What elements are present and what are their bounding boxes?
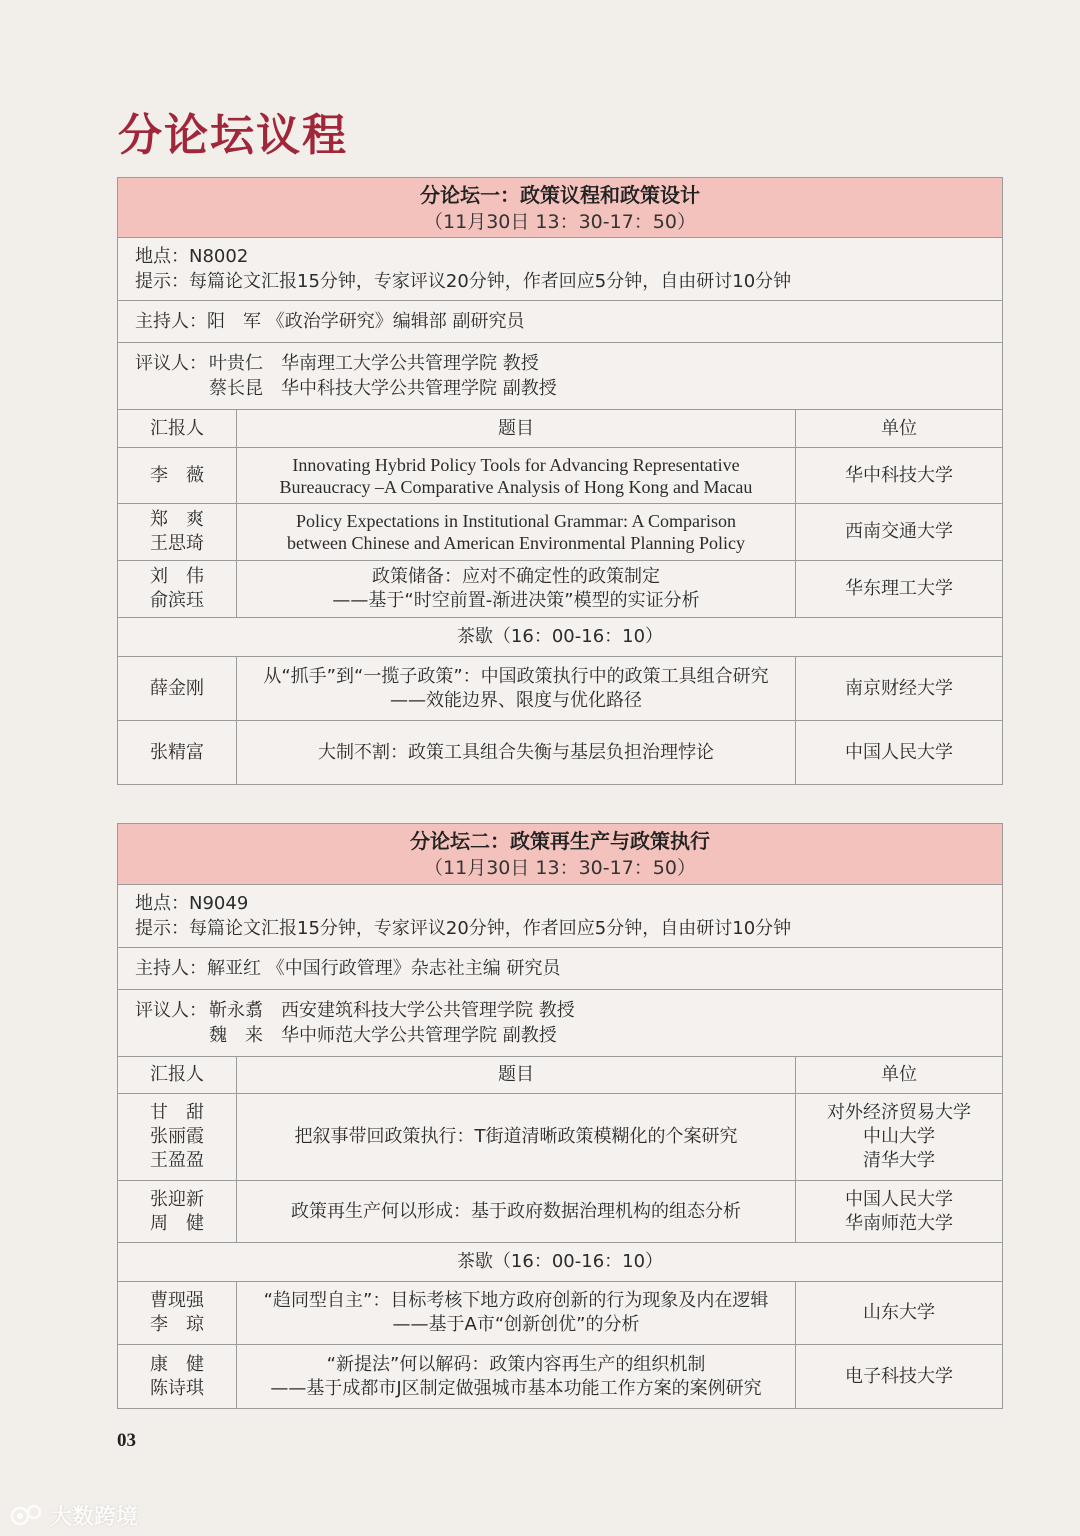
paper-title-line: 政策储备：应对不确定性的政策制定 [372, 566, 660, 587]
table-row [118, 1345, 1002, 1408]
presenter-name: 薛金刚 [150, 677, 204, 699]
unit-name: 山东大学 [863, 1302, 935, 1323]
presenter-cell [118, 504, 237, 560]
paper-title-line: 大制不割：政策工具组合失衡与基层负担治理悖论 [318, 741, 714, 763]
commentator-line [135, 376, 1002, 401]
paper-title-cell [237, 657, 796, 720]
unit-name: 中国人民大学 [845, 1188, 953, 1210]
host-text: 主持人：阳 军 《政治学研究》编辑部 副研究员 [135, 311, 525, 332]
presenter-name: 李 薇 [150, 464, 204, 486]
commentator-text: 魏 来 华中师范大学公共管理学院 副教授 [209, 1025, 557, 1046]
presenter-cell [118, 1181, 237, 1242]
forum-title: 分论坛一：政策议程和政策设计 [420, 182, 700, 207]
forum-header [118, 178, 1002, 238]
unit-name: 对外经济贸易大学 [827, 1102, 971, 1123]
forum-time: （11月30日 13：30-17：50） [424, 210, 696, 233]
commentator-label: 评议人： [135, 1000, 207, 1021]
commentator-line [135, 998, 1002, 1023]
column-header [796, 410, 1002, 447]
paper-title-line: ——基于成都市J区制定做强城市基本功能工作方案的案例研究 [270, 1377, 762, 1399]
table-row [118, 1094, 1002, 1181]
tip-text: 提示：每篇论文汇报15分钟，专家评议20分钟，作者回应5分钟，自由研讨10分钟 [135, 271, 792, 292]
unit-cell [796, 1282, 1002, 1344]
presenter-name: 俞滨珏 [150, 590, 204, 611]
paper-title-cell [237, 1181, 796, 1242]
column-header [796, 1057, 1002, 1093]
location-text: 地点：N9049 [135, 893, 249, 914]
tea-break-text: 茶歇（16：00-16：10） [456, 626, 664, 647]
table-row [118, 504, 1002, 561]
paper-title-line: 把叙事带回政策执行：T街道清晰政策模糊化的个案研究 [294, 1126, 738, 1147]
column-header [118, 410, 237, 447]
presenter-cell [118, 561, 237, 617]
unit-name: 南京财经大学 [845, 677, 953, 699]
presenter-name: 张丽霞 [150, 1126, 204, 1147]
commentator-row [118, 990, 1002, 1057]
paper-title-line: “新提法”何以解码：政策内容再生产的组织机制 [326, 1353, 706, 1375]
table-row [118, 448, 1002, 504]
presenter-name: 周 健 [150, 1212, 204, 1234]
presenter-cell [118, 1094, 237, 1180]
paper-title-cell [237, 1282, 796, 1344]
paper-title-cell [237, 448, 796, 503]
paper-title-cell [237, 1345, 796, 1408]
presenter-name: 曹现强 [150, 1290, 204, 1311]
unit-name: 清华大学 [863, 1150, 935, 1171]
unit-cell [796, 721, 1002, 784]
location-tip-row [118, 238, 1002, 301]
tea-break-row [118, 618, 1002, 657]
commentator-text: 叶贵仁 华南理工大学公共管理学院 教授 [209, 353, 539, 374]
table-row [118, 1181, 1002, 1243]
unit-name: 中山大学 [863, 1126, 935, 1147]
paper-title-line: 从“抓手”到“一揽子政策”：中国政策执行中的政策工具组合研究 [263, 665, 769, 687]
table-row [118, 657, 1002, 721]
paper-title-cell [237, 561, 796, 617]
commentator-text: 蔡长昆 华中科技大学公共管理学院 副教授 [209, 378, 557, 399]
presenter-name: 康 健 [150, 1353, 204, 1375]
unit-name: 华中科技大学 [845, 464, 953, 486]
tip-text: 提示：每篇论文汇报15分钟，专家评议20分钟，作者回应5分钟，自由研讨10分钟 [135, 918, 792, 939]
presenter-cell [118, 721, 237, 784]
column-header [118, 1057, 237, 1093]
presenter-name: 郑 爽 [150, 509, 204, 530]
presenter-name: 张精富 [150, 741, 204, 763]
paper-title-line: ——基于A市“创新创优”的分析 [392, 1314, 640, 1335]
presenter-name: 李 琼 [150, 1314, 204, 1335]
presenter-name: 王盈盈 [150, 1150, 204, 1171]
column-header-label: 题目 [498, 1064, 534, 1085]
forum-2-table [117, 823, 1003, 1409]
commentator-row [118, 343, 1002, 410]
presenter-name: 张迎新 [150, 1188, 204, 1210]
watermark-logo-icon [10, 1502, 46, 1530]
commentator-line [135, 351, 1002, 376]
unit-name: 华东理工大学 [845, 578, 953, 599]
table-row [118, 1282, 1002, 1345]
commentator-text: 靳永翥 西安建筑科技大学公共管理学院 教授 [209, 1000, 575, 1021]
unit-cell [796, 561, 1002, 617]
commentator-line [135, 1023, 1002, 1048]
unit-cell [796, 1181, 1002, 1242]
watermark [10, 1500, 138, 1531]
column-header-label: 汇报人 [150, 417, 204, 439]
presenter-name: 甘 甜 [150, 1102, 204, 1123]
location-text: 地点：N8002 [135, 246, 249, 267]
page-number: 03 [117, 1430, 136, 1451]
unit-cell [796, 504, 1002, 560]
location-tip-row [118, 885, 1002, 948]
paper-title-line: ——基于“时空前置-渐进决策”模型的实证分析 [332, 590, 700, 611]
paper-title-cell [237, 504, 796, 560]
table-row [118, 721, 1002, 784]
commentator-label [135, 1023, 209, 1048]
table-row [118, 561, 1002, 618]
presenter-cell [118, 657, 237, 720]
commentator-label: 评议人： [135, 353, 207, 374]
presenter-name: 刘 伟 [150, 566, 204, 587]
unit-name: 电子科技大学 [845, 1365, 953, 1387]
paper-title-line: between Chinese and American Environmental Planning Policy [287, 533, 745, 553]
forum-header [118, 824, 1002, 885]
column-header [237, 1057, 796, 1093]
paper-title-line: Bureaucracy –A Comparative Analysis of Hong Kong and Macau [279, 476, 753, 497]
paper-title-line: ——效能边界、限度与优化路径 [390, 689, 642, 711]
column-header-label: 汇报人 [150, 1064, 204, 1085]
paper-title-line: Policy Expectations in Institutional Grammar: A Comparison [296, 511, 736, 531]
watermark-text: 大数跨境 [50, 1505, 139, 1530]
presenter-cell [118, 1345, 237, 1408]
host-row [118, 301, 1002, 343]
paper-title-line: 政策再生产何以形成：基于政府数据治理机构的组态分析 [291, 1200, 741, 1222]
unit-name: 华南师范大学 [845, 1212, 953, 1234]
unit-cell [796, 1345, 1002, 1408]
host-row [118, 948, 1002, 990]
paper-title-line: “趋同型自主”：目标考核下地方政府创新的行为现象及内在逻辑 [263, 1290, 769, 1311]
presenter-name: 王思琦 [150, 533, 204, 554]
page-title: 分论坛议程 [118, 110, 348, 161]
unit-cell [796, 1094, 1002, 1180]
column-header [237, 410, 796, 447]
paper-title-cell [237, 721, 796, 784]
presenter-cell [118, 448, 237, 503]
forum-title: 分论坛二：政策再生产与政策执行 [410, 829, 710, 853]
column-header-label: 单位 [881, 417, 917, 439]
paper-title-cell [237, 1094, 796, 1180]
presenter-name: 陈诗琪 [150, 1377, 204, 1399]
forum-1-table [117, 177, 1003, 785]
tea-break-text: 茶歇（16：00-16：10） [456, 1251, 664, 1272]
unit-cell [796, 448, 1002, 503]
column-header-label: 单位 [881, 1064, 917, 1085]
column-header-label: 题目 [498, 417, 534, 439]
presenter-cell [118, 1282, 237, 1344]
forum-time: （11月30日 13：30-17：50） [424, 857, 696, 879]
unit-cell [796, 657, 1002, 720]
tea-break-row [118, 1243, 1002, 1282]
host-text: 主持人：解亚红 《中国行政管理》杂志社主编 研究员 [135, 958, 561, 979]
unit-name: 中国人民大学 [845, 741, 953, 763]
commentator-label [135, 376, 209, 401]
unit-name: 西南交通大学 [845, 521, 953, 542]
column-header-row [118, 1057, 1002, 1094]
paper-title-line: Innovating Hybrid Policy Tools for Advancing Representative [292, 454, 740, 475]
column-header-row [118, 410, 1002, 448]
